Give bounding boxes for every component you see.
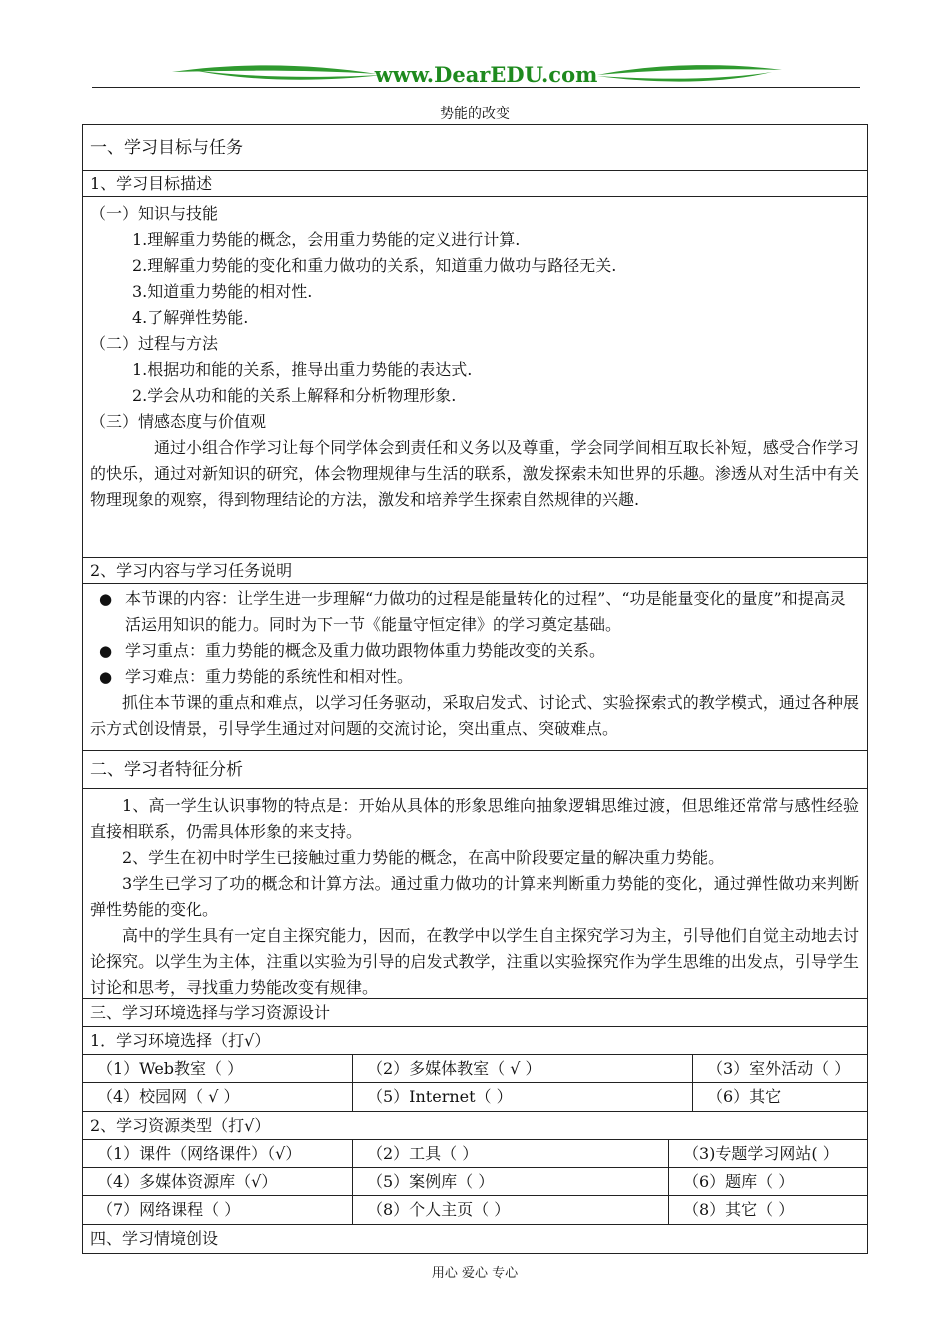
process-item: 1.根据功和能的关系，推导出重力势能的表达式. xyxy=(132,360,473,379)
resource-option: （6）题库（ ） xyxy=(669,1168,867,1196)
resource-option: （5）案例库（ ） xyxy=(353,1168,669,1196)
resources-heading: 2、学习资源类型（打√） xyxy=(83,1112,867,1140)
section-2-heading: 二、学习者特征分析 xyxy=(83,751,867,789)
resource-option: （8）其它（ ） xyxy=(683,1200,795,1219)
bullet-text: 学习重点：重力势能的概念及重力做功跟物体重力势能改变的关系。 xyxy=(125,641,606,660)
emotion-heading: （三）情感态度与价值观 xyxy=(90,412,267,431)
bullet-text: 本节课的内容：让学生进一步理解“力做功的过程是能量转化的过程”、“功是能量变化的量度”和提高灵活运用知识的能力。同时为下一节《能量守恒定律》的学习奠定基础。 xyxy=(125,589,846,634)
environment-option: （6）其它 xyxy=(707,1087,782,1106)
environment-heading: 1．学习环境选择（打√） xyxy=(83,1027,867,1055)
lesson-plan-table xyxy=(82,124,868,1254)
section-4-heading: 四、学习情境创设 xyxy=(90,1229,219,1248)
knowledge-item: 2.理解重力势能的变化和重力做功的关系，知道重力做功与路径无关. xyxy=(132,256,617,275)
resource-option: （7）网络课程（ ） xyxy=(83,1196,353,1224)
knowledge-item: 4.了解弹性势能. xyxy=(132,308,249,327)
content-block xyxy=(83,584,867,751)
page-footer: 用心 爱心 专心 xyxy=(431,1266,519,1281)
section-3-heading: 三、学习环境选择与学习资源设计 xyxy=(83,999,867,1027)
environment-grid xyxy=(83,1055,867,1112)
bullet-text: 学习难点：重力势能的系统性和相对性。 xyxy=(125,667,414,686)
process-item: 2.学会从功和能的关系上解释和分析物理形象. xyxy=(132,386,457,405)
learner-paragraph: 1、高一学生认识事物的特点是：开始从具体的形象思维向抽象逻辑思维过渡，但思维还常常与感性经验直接相联系，仍需具体形象的来支持。 xyxy=(90,796,859,841)
environment-option: （1）Web教室（ ） xyxy=(83,1055,353,1083)
resource-option: （3)专题学习网站( ） xyxy=(669,1140,867,1168)
objectives-block xyxy=(83,197,867,558)
resources-grid xyxy=(83,1140,867,1225)
knowledge-item: 3.知道重力势能的相对性. xyxy=(132,282,313,301)
section-1-1-heading: 1、学习目标描述 xyxy=(83,171,867,197)
content-paragraph: 抓住本节课的重点和难点，以学习任务驱动，采取启发式、讨论式、实验探索式的教学模式，通过各种展示方式创设情景，引导学生通过对问题的交流讨论，突出重点、突破难点。 xyxy=(90,693,859,738)
learner-analysis-block xyxy=(83,789,867,999)
bullet-item xyxy=(90,586,867,638)
environment-option: （2）多媒体教室（ √ ） xyxy=(353,1055,693,1083)
site-logo-text: www.DearEDU.com xyxy=(374,62,598,87)
knowledge-item: 1.理解重力势能的概念，会用重力势能的定义进行计算. xyxy=(132,230,521,249)
bullet-dot-icon: ● xyxy=(99,642,113,660)
site-header-logo xyxy=(92,58,860,90)
bullet-item xyxy=(90,638,867,664)
learner-paragraph: 3学生已学习了功的概念和计算方法。通过重力做功的计算来判断重力势能的变化，通过弹性做功来判断弹性势能的变化。 xyxy=(90,874,859,919)
resource-option: （1）课件（网络课件）（√） xyxy=(83,1140,353,1168)
knowledge-heading: （一）知识与技能 xyxy=(90,204,219,223)
emotion-paragraph: 通过小组合作学习让每个同学体会到责任和义务以及尊重，学会同学间相互取长补短，感受合作学习的快乐，通过对新知识的研究，体会物理规律与生活的联系，激发探索未知世界的乐趣。渗透从对生活中有关物理现象的观察，得到物理结论的方法，激发和培养学生探索自然规律的兴趣. xyxy=(90,438,859,509)
learner-paragraph: 2、学生在初中时学生已接触过重力势能的概念，在高中阶段要定量的解决重力势能。 xyxy=(122,848,725,867)
process-heading: （二）过程与方法 xyxy=(90,334,219,353)
resource-option: （8）个人主页（ ） xyxy=(353,1196,669,1224)
section-1-2-heading: 2、学习内容与学习任务说明 xyxy=(83,558,867,584)
bullet-dot-icon: ● xyxy=(99,668,113,686)
section-1-heading: 一、学习目标与任务 xyxy=(83,125,867,171)
environment-option: （5）Internet（ ） xyxy=(353,1083,693,1111)
learner-paragraph: 高中的学生具有一定自主探究能力，因而，在教学中以学生自主探究学习为主，引导他们自觉主动地去讨论探究。以学生为主体，注重以实验为引导的启发式教学，注重以实验探究作为学生思维的出发点，引导学生讨论和思考，寻找重力势能改变有规律。 xyxy=(90,926,859,997)
resource-option: （2）工具（ ） xyxy=(353,1140,669,1168)
environment-option: （3）室外活动（ ） xyxy=(693,1055,867,1083)
leaf-swoosh-graphic xyxy=(92,58,860,90)
document-title: 势能的改变 xyxy=(440,106,510,122)
environment-option: （4）校园网（ √ ） xyxy=(83,1083,353,1111)
header-rule xyxy=(92,87,860,88)
resource-option: （4）多媒体资源库（√） xyxy=(83,1168,353,1196)
bullet-dot-icon: ● xyxy=(99,590,113,608)
bullet-item xyxy=(90,664,867,690)
